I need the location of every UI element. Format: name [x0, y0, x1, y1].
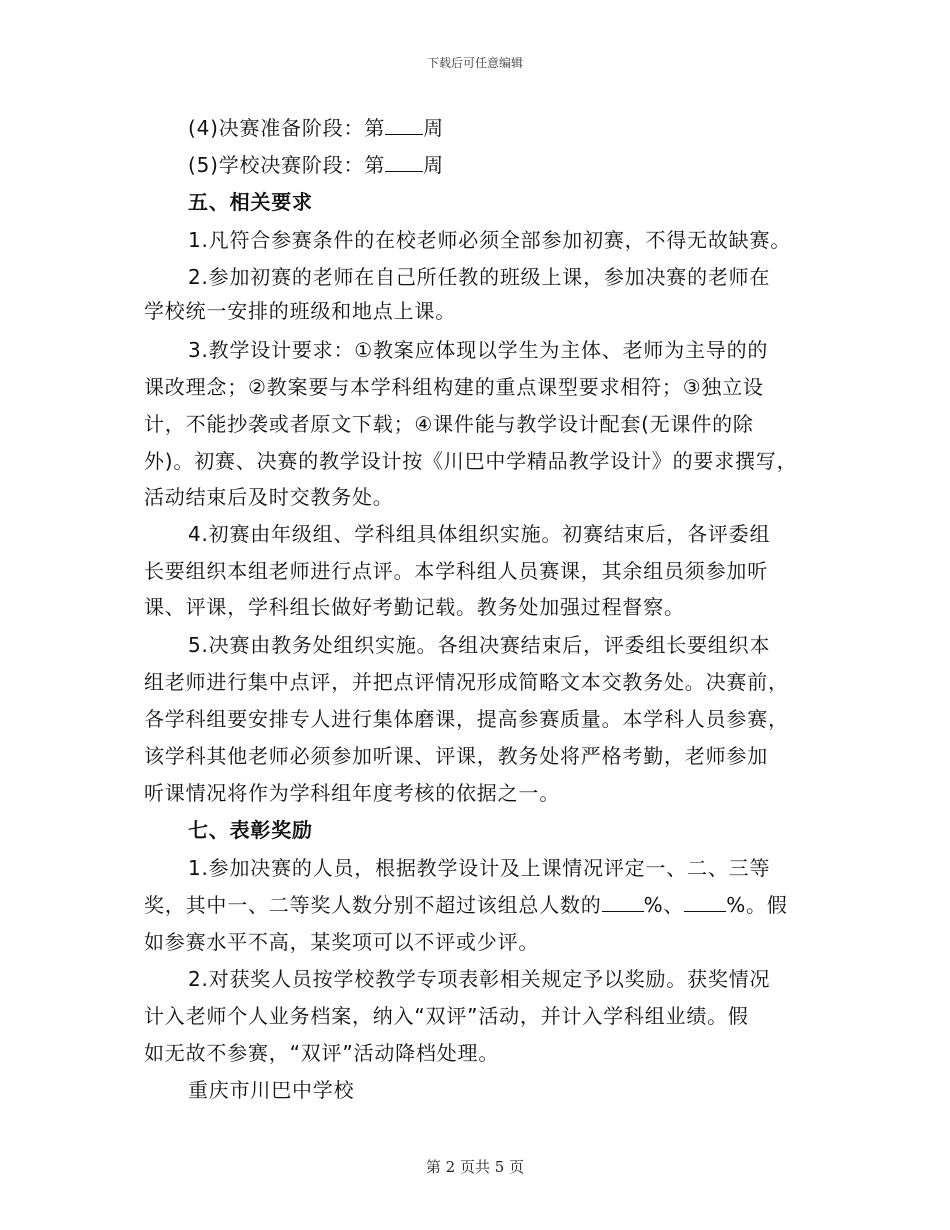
percent-sign-2: %。假: [726, 893, 788, 917]
page-number: 第 2 页共 5 页: [425, 1158, 525, 1176]
percent-blank-2: [684, 893, 726, 912]
requirement-3-line-3: 计，不能抄袭或者原文下载；④课件能与教学设计配套(无课件的除: [144, 412, 754, 436]
percent-sign-1: %、: [643, 893, 685, 917]
requirement-1: 1.凡符合参赛条件的在校老师必须全部参加初赛，不得无故缺赛。: [188, 228, 792, 252]
award-2-line-3: 如无故不参赛，“双评”活动降档处理。: [144, 1041, 500, 1065]
requirement-2-line-2: 学校统一安排的班级和地点上课。: [144, 299, 456, 323]
requirement-3-line-5: 活动结束后及时交教务处。: [144, 485, 394, 509]
week-blank-5: [385, 153, 423, 172]
award-1-line-2: [144, 892, 788, 918]
requirement-4-line-3: 课、评课，学科组长做好考勤记载。教务处加强过程督察。: [144, 595, 685, 619]
page-header: 下载后可任意编辑: [426, 56, 523, 70]
requirement-5-line-4: 该学科其他老师必须参加听课、评课，教务处将严格考勤，老师参加: [144, 744, 768, 768]
requirement-4-line-1: 4.初赛由年级组、学科组具体组织实施。初赛结束后，各评委组: [188, 522, 771, 546]
section-7-heading: 七、表彰奖励: [188, 818, 313, 842]
award-2-line-2: 计入老师个人业务档案，纳入“双评”活动，并计入学科组业绩。假: [144, 1004, 749, 1028]
requirement-5-line-2: 组老师进行集中点评，并把点评情况形成简略文本交教务处。决赛前，: [144, 670, 789, 694]
percent-blank-1: [602, 893, 644, 912]
stage-5-line: [188, 152, 444, 178]
award-1-line-1: 1.参加决赛的人员，根据教学设计及上课情况评定一、二、三等: [188, 856, 771, 880]
stage-4-line: [188, 115, 444, 141]
section-5-heading: 五、相关要求: [188, 190, 313, 214]
requirement-3-line-1: 3.教学设计要求：①教案应体现以学生为主体、老师为主导的的: [188, 338, 769, 362]
stage-5-suffix: 周: [423, 153, 444, 177]
requirement-3-line-2: 课改理念；②教案要与本学科组构建的重点课型要求相符；③独立设: [144, 375, 764, 399]
week-blank-4: [385, 116, 423, 135]
stage-4-suffix: 周: [423, 116, 444, 140]
requirement-2-line-1: 2.参加初赛的老师在自己所任教的班级上课，参加决赛的老师在: [188, 265, 771, 289]
school-signature: 重庆市川巴中学校: [188, 1078, 355, 1102]
stage-5-text: (5)学校决赛阶段：第: [188, 153, 386, 177]
requirement-3-line-4: 外)。初赛、决赛的教学设计按《川巴中学精品教学设计》的要求撰写，: [144, 449, 798, 473]
award-1-text: 奖，其中一、二等奖人数分别不超过该组总人数的: [144, 893, 602, 917]
award-1-line-3: 如参赛水平不高，某奖项可以不评或少评。: [144, 930, 540, 954]
requirement-5-line-3: 各学科组要安排专人进行集体磨课，提高参赛质量。本学科人员参赛，: [144, 707, 789, 731]
award-2-line-1: 2.对获奖人员按学校教学专项表彰相关规定予以奖励。获奖情况: [188, 967, 771, 991]
requirement-5-line-1: 5.决赛由教务处组织实施。各组决赛结束后，评委组长要组织本: [188, 633, 771, 657]
requirement-5-line-5: 听课情况将作为学科组年度考核的依据之一。: [144, 781, 560, 805]
stage-4-text: (4)决赛准备阶段：第: [188, 116, 386, 140]
requirement-4-line-2: 长要组织本组老师进行点评。本学科组人员赛课，其余组员须参加听: [144, 559, 768, 583]
